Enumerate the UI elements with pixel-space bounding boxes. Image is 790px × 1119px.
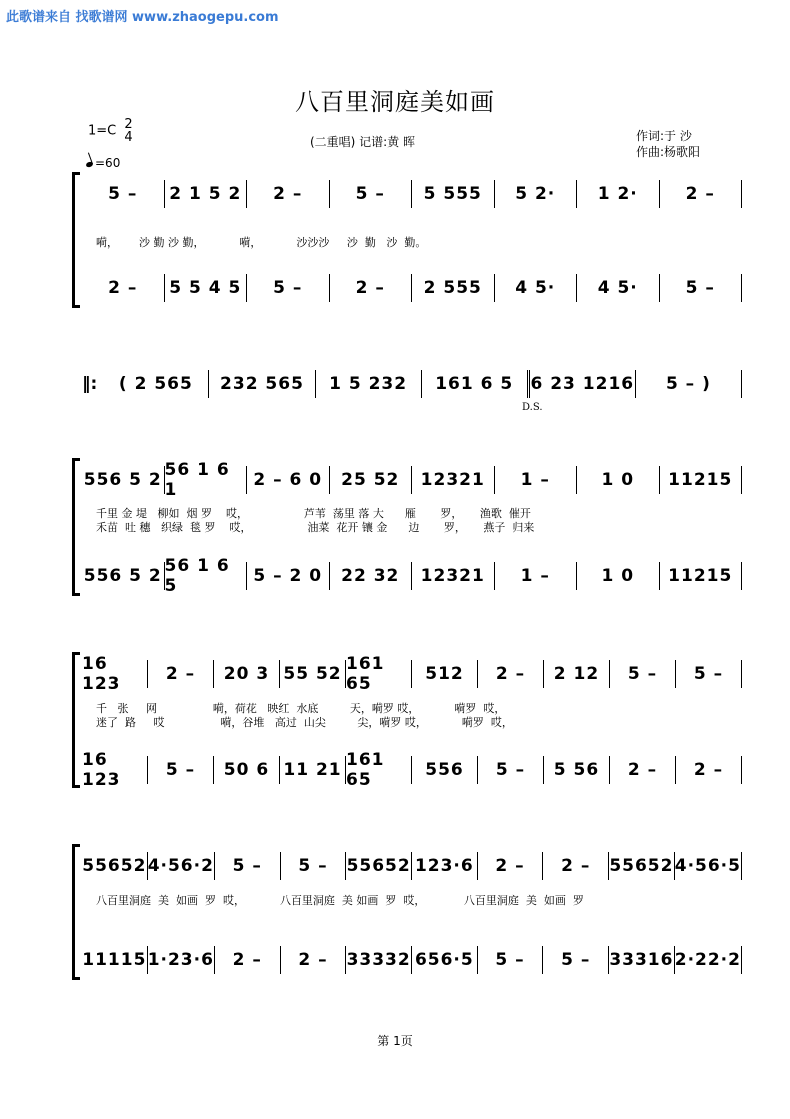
system-bracket (72, 844, 75, 980)
measure: 5 – (543, 946, 609, 974)
system-bracket (72, 458, 75, 596)
repeat-start-sign: ‖: (82, 374, 98, 394)
measure: 161 65 (346, 660, 412, 688)
measure: 33316 (609, 946, 675, 974)
measure: 20 3 (214, 660, 280, 688)
measure: 2 – 6 0 (247, 466, 330, 494)
staff-row (82, 750, 742, 790)
key-signature (88, 118, 133, 144)
measure: 5 56 (544, 756, 610, 784)
measure: 2 – (610, 756, 676, 784)
measure: 4 5· (577, 274, 660, 302)
measure: 2 – (82, 274, 165, 302)
measure: 11115 (82, 946, 148, 974)
measure: 16 123 (82, 660, 148, 688)
measure: 4·56·5 (675, 852, 742, 880)
measure: 11215 (660, 466, 743, 494)
staff-row (82, 852, 742, 880)
measure: 33332 (346, 946, 412, 974)
measure: 12321 (412, 562, 495, 590)
measure: 1·23·6 (148, 946, 215, 974)
measure: 1 0 (577, 562, 660, 590)
measure: 55 52 (280, 660, 346, 688)
measure: 2 – (330, 274, 413, 302)
measure: 556 (412, 756, 478, 784)
measure: 22 32 (330, 562, 413, 590)
measure: 56 1 6 1 (165, 466, 248, 494)
measure: 55652 (82, 852, 148, 880)
measure: ( 2 565 (103, 370, 209, 398)
measure: 2 – (478, 852, 544, 880)
key-label: 1=C (88, 123, 117, 139)
staff-row (82, 654, 742, 694)
system-bracket (72, 172, 75, 308)
measure: 5 555 (412, 180, 495, 208)
lyric-line: 千 张 网 嗬，荷花 映红 水底 天，嗬罗 哎， 嗬罗 哎， (96, 702, 506, 715)
measure: 12321 (412, 466, 495, 494)
measure: 2 1 5 2 (165, 180, 248, 208)
lyric-line: 迷了 路 哎 嗬，谷堆 高过 山尖 尖，嗬罗 哎， 嗬罗 哎， (96, 716, 513, 729)
watermark: 此歌谱来自 找歌谱网 www.zhaogepu.com (6, 10, 279, 25)
measure: 2·22·2 (675, 946, 742, 974)
lyric-line: 千里 金 堤 柳如 烟 罗 哎， 芦苇 荡里 落 大 雁 罗， 渔歌 催开 (96, 507, 531, 520)
measure: 2 – (543, 852, 609, 880)
measure: 1 2· (577, 180, 660, 208)
staff-row (82, 370, 742, 398)
staff-row (82, 180, 742, 208)
measure: 5 2· (495, 180, 578, 208)
measure: 56 1 6 5 (165, 562, 248, 590)
measure: 556 5 2 (82, 466, 165, 494)
system-bracket (72, 652, 75, 788)
measure: 1 0 (577, 466, 660, 494)
measure: 161 6 5 (422, 370, 530, 398)
lyric-line: 嗬， 沙 勤 沙 勤， 嗬， 沙沙沙 沙 勤 沙 勤。 (96, 236, 427, 249)
measure: 55652 (609, 852, 675, 880)
measure: 5 – (478, 946, 544, 974)
staff-row (82, 274, 742, 302)
measure: 5 – (215, 852, 281, 880)
measure: 5 – (610, 660, 676, 688)
measure: 11215 (660, 562, 743, 590)
measure: 16 123 (82, 756, 148, 784)
measure: 512 (412, 660, 478, 688)
measure: 2 – (478, 660, 544, 688)
measure: 1 – (495, 466, 578, 494)
measure: 161 65 (346, 756, 412, 784)
measure: 5 – 2 0 (247, 562, 330, 590)
measure: 11 21 (280, 756, 346, 784)
measure: 2 – (247, 180, 330, 208)
subtitle: (二重唱) 记谱:黄 晖 (310, 135, 416, 149)
measure: 123·6 (412, 852, 478, 880)
measure: 556 5 2 (82, 562, 165, 590)
measure: 4 5· (495, 274, 578, 302)
staff-row (82, 460, 742, 500)
time-num: 2 (124, 117, 133, 132)
time-den: 4 (124, 130, 133, 145)
page-number: 第 1页 (377, 1034, 413, 1048)
staff-row (82, 946, 742, 974)
measure: 2 12 (544, 660, 610, 688)
lyric-line: 禾苗 吐 穗 织绿 毯 罗 哎， 油菜 花开 镶 金 边 罗， 燕子 归来 (96, 521, 535, 534)
measure: 2 – (660, 180, 743, 208)
measure: 4·56·2 (148, 852, 215, 880)
measure: 5 – (148, 756, 214, 784)
measure: 5 5 4 5 (165, 274, 248, 302)
song-title: 八百里洞庭美如画 (295, 88, 495, 116)
measure: 5 – (82, 180, 165, 208)
composer: 作曲:杨歌阳 (636, 145, 701, 159)
measure: 5 – (660, 274, 743, 302)
measure: 2 – (281, 946, 347, 974)
lyricist: 作词:于 沙 (636, 129, 692, 143)
measure: 5 – (330, 180, 413, 208)
staff-row (82, 556, 742, 596)
measure: 2 555 (412, 274, 495, 302)
ds-marking: D.S. (522, 402, 543, 413)
credits (636, 128, 700, 160)
measure: 2 – (148, 660, 214, 688)
tempo-marking (86, 156, 120, 170)
lyric-line: 八百里洞庭 美 如画 罗 哎， 八百里洞庭 美 如画 罗 哎， 八百里洞庭 美 如画 罗 (96, 894, 584, 907)
measure: 50 6 (214, 756, 280, 784)
measure: 5 – (247, 274, 330, 302)
measure: 5 – (676, 660, 742, 688)
tempo-value: =60 (95, 156, 121, 170)
measure: 6 23 1216 (530, 370, 636, 398)
quarter-note-icon (85, 161, 93, 168)
measure: 1 – (495, 562, 578, 590)
measure: 5 – (281, 852, 347, 880)
measure: 656·5 (412, 946, 478, 974)
measure: 5 – (478, 756, 544, 784)
measure: 232 565 (209, 370, 315, 398)
measure: 5 – ) (636, 370, 742, 398)
measure: 1 5 232 (316, 370, 422, 398)
measure: 55652 (346, 852, 412, 880)
measure: 2 – (215, 946, 281, 974)
measure: 2 – (676, 756, 742, 784)
measure: 25 52 (330, 466, 413, 494)
time-signature (124, 118, 132, 144)
